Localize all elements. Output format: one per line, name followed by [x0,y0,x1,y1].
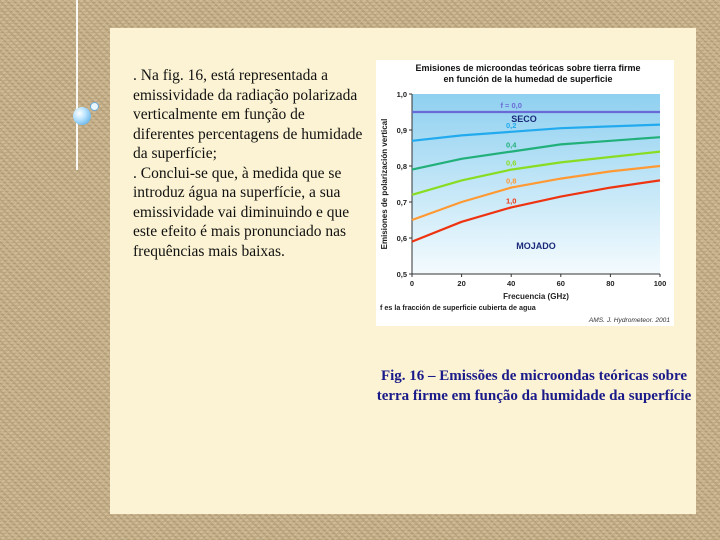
annotation-mojado: MOJADO [516,241,556,251]
y-tick-label: 0,7 [396,198,407,207]
y-axis-label: Emisiones de polarización vertical [380,118,389,250]
annotation-seco: SECO [511,114,537,124]
y-tick-label: 0,9 [396,126,407,135]
small-bubble-icon [90,102,99,111]
x-tick-label: 40 [507,279,516,288]
bubble-icon [73,107,91,125]
paragraph-1: . Na fig. 16, está representada a emissividade da radiação polarizada verticalmente em função de diferentes percentagens de humidade da superfície; [133,67,363,162]
chart-title: Emisiones de microondas teóricas sobre tierra firme [415,63,641,73]
x-tick-label: 80 [606,279,615,288]
emission-chart [376,60,674,326]
chart-source: AMS. J. Hydrometeor. 2001 [588,317,670,324]
x-tick-label: 0 [409,279,415,288]
paragraph-2: . Conclui-se que, à medida que se introduz água na superfície, a sua emissividade vai diminuindo e que este efeito é mais pronunciado nas frequências mais baixas. [133,164,350,260]
x-tick-label: 100 [653,279,667,288]
series-label: 0,4 [505,140,517,150]
slide-content [110,28,696,514]
y-tick-label: 0,5 [396,270,407,279]
series-label: 0,6 [505,158,517,168]
x-tick-label: 20 [457,279,466,288]
chart-subtitle: en función de la humedad de superficie [443,74,613,84]
y-tick-label: 1,0 [396,90,407,99]
series-label: 0,2 [505,120,517,130]
x-axis-label: Frecuencia (GHz) [503,292,569,301]
x-tick-label: 60 [556,279,565,288]
chart-figure [376,60,674,326]
y-tick-label: 0,8 [396,162,407,171]
series-label: 0,8 [505,176,517,186]
series-label: 1,0 [505,196,517,206]
y-tick-label: 0,6 [396,234,407,243]
body-text [133,66,365,261]
vertical-line [76,0,78,170]
series-label: f = 0,0 [500,101,522,110]
chart-footnote: f es la fracción de superficie cubierta de agua [380,303,536,312]
figure-caption: Fig. 16 – Emissões de microondas teóricas sobre terra firme em função da humidade da superfície [376,368,692,404]
